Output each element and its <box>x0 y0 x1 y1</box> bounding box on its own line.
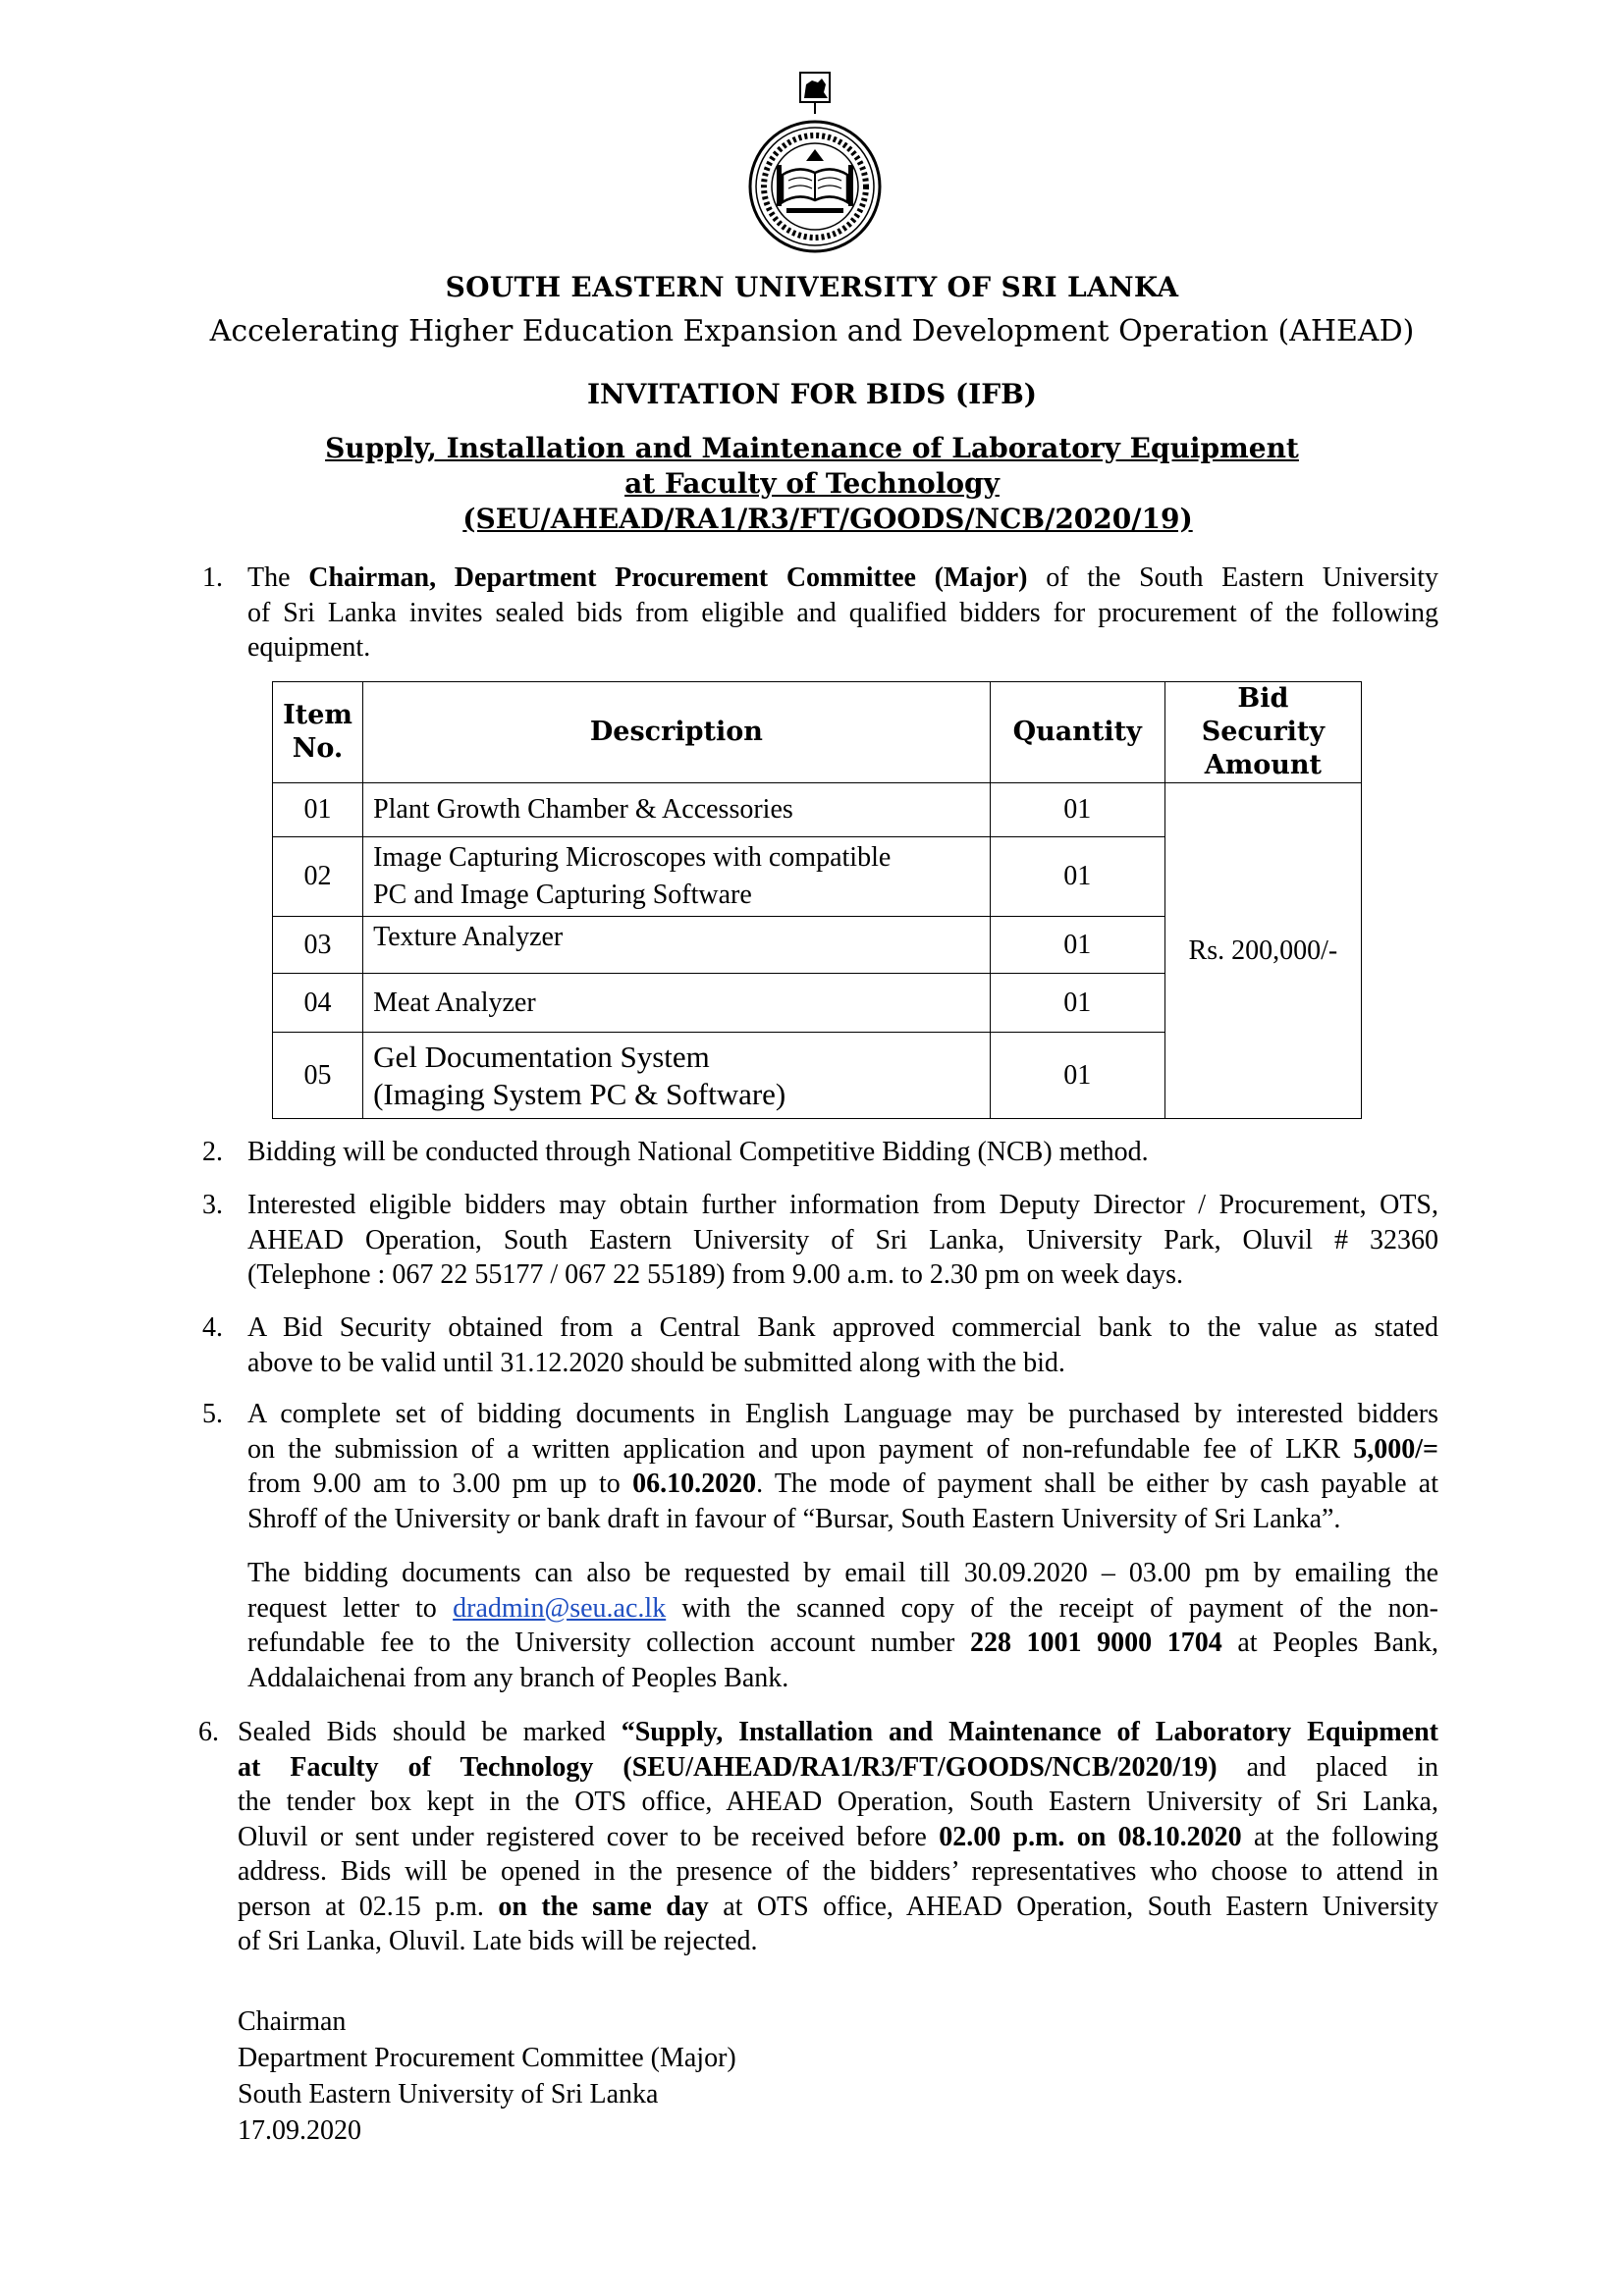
chairman-title: Chairman, Department Procurement Committee (Major) <box>308 562 1028 593</box>
paragraph-1: 1. The Chairman, Department Procurement Committee (Major) of the South Eastern University of Sri Lanka invites sealed bids from eligible and qualified bidders for procurement of the following equipment. <box>202 562 1438 663</box>
table-row: 04 Meat Analyzer 01 <box>273 974 1362 1033</box>
university-seal-icon <box>743 71 887 253</box>
paragraph-5-email: The bidding documents can also be requested by email till 30.09.2020 – 03.00 pm by emailing the request letter to dradmin@seu.ac.lk with the scanned copy of the receipt of payment of the non- refundable fee to the University collection account number 228 1001 9000 1704 at Peoples Bank, Addalaichenai from any branch of Peoples Bank. <box>247 1558 1439 1693</box>
signatory-committee: Department Procurement Committee (Major) <box>238 2043 736 2073</box>
notice-type: INVITATION FOR BIDS (IFB) <box>586 378 1038 410</box>
paragraph-6: 6. Sealed Bids should be marked “Supply, Installation and Maintenance of Laboratory Equipment at Faculty of Technology (SEU/AHEAD/RA1/R3/FT/GOODS/NCB/2020/19) and placed in the tender box kept in the OTS office, AHEAD Operation, South Eastern University of Sri Lanka, Oluvil or sent under registered cover to be received before 02.00 p.m. on 08.10.2020 at the following address. Bids will be opened in the presence of the bidders’ representatives who choose to attend in person at 02.15 p.m. on the same day at OTS office, AHEAD Operation, South Eastern University of Sri Lanka, Oluvil. Late bids will be rejected. <box>198 1717 1438 1956</box>
paragraph-number: 1. <box>202 562 223 593</box>
table-header-row <box>273 682 1362 783</box>
signatory-university: South Eastern University of Sri Lanka <box>238 2079 659 2109</box>
paragraph-3: 3. Interested eligible bidders may obtain further information from Deputy Director / Procurement, OTS, AHEAD Operation, South Eastern University of Sri Lanka, University Park, Oluvil # 32360 (Telephone : 067 22 55177 / 067 22 55189) from 9.00 a.m. to 2.30 pm on week days. <box>202 1190 1438 1290</box>
project-name: Accelerating Higher Education Expansion and Development Operation (AHEAD) <box>209 314 1415 348</box>
paragraph-2: 2. Bidding will be conducted through National Competitive Bidding (NCB) method. <box>202 1137 1149 1167</box>
header-bid-security: Bid Security Amount <box>1164 682 1361 783</box>
paragraph-5: 5. A complete set of bidding documents in English Language may be purchased by interested bidders on the submission of a written application and upon payment of non-refundable fee of LKR 5,000/= from 9.00 am to 3.00 pm up to 06.10.2020. The mode of payment shall be either by cash payable at Shroff of the University or bank draft in favour of “Bursar, South Eastern University of Sri Lanka”. <box>202 1399 1438 1534</box>
bid-security-amount: Rs. 200,000/- <box>1164 783 1361 1119</box>
bid-title-line1: Supply, Installation and Maintenance of Laboratory Equipment <box>325 432 1299 464</box>
bid-title-line2: at Faculty of Technology <box>624 467 1000 500</box>
account-number: 228 1001 9000 1704 <box>969 1628 1222 1658</box>
signature-date: 17.09.2020 <box>238 2115 361 2146</box>
equipment-table <box>272 681 1362 1119</box>
paragraph-4: 4. A Bid Security obtained from a Central Bank approved commercial bank to the value as stated above to be valid until 31.12.2020 should be submitted along with the bid. <box>202 1312 1438 1378</box>
table-row: 03 Texture Analyzer 01 <box>273 917 1362 974</box>
table-row: 01 Plant Growth Chamber & Accessories 01 Rs. 200,000/- <box>273 783 1362 837</box>
table-row: 02 Image Capturing Microscopes with compatible PC and Image Capturing Software 01 <box>273 837 1362 917</box>
header-description: Description <box>363 682 991 783</box>
signatory-title: Chairman <box>238 2006 347 2037</box>
university-name: SOUTH EASTERN UNIVERSITY OF SRI LANKA <box>445 271 1179 303</box>
email-link[interactable]: dradmin@seu.ac.lk <box>453 1592 667 1624</box>
header-item-no: Item No. <box>273 682 363 783</box>
table-row: 05 Gel Documentation System (Imaging System PC & Software) 01 <box>273 1033 1362 1119</box>
bid-reference: (SEU/AHEAD/RA1/R3/FT/GOODS/NCB/2020/19) <box>462 503 1193 535</box>
signature-block <box>238 2003 736 2149</box>
header-quantity: Quantity <box>990 682 1164 783</box>
